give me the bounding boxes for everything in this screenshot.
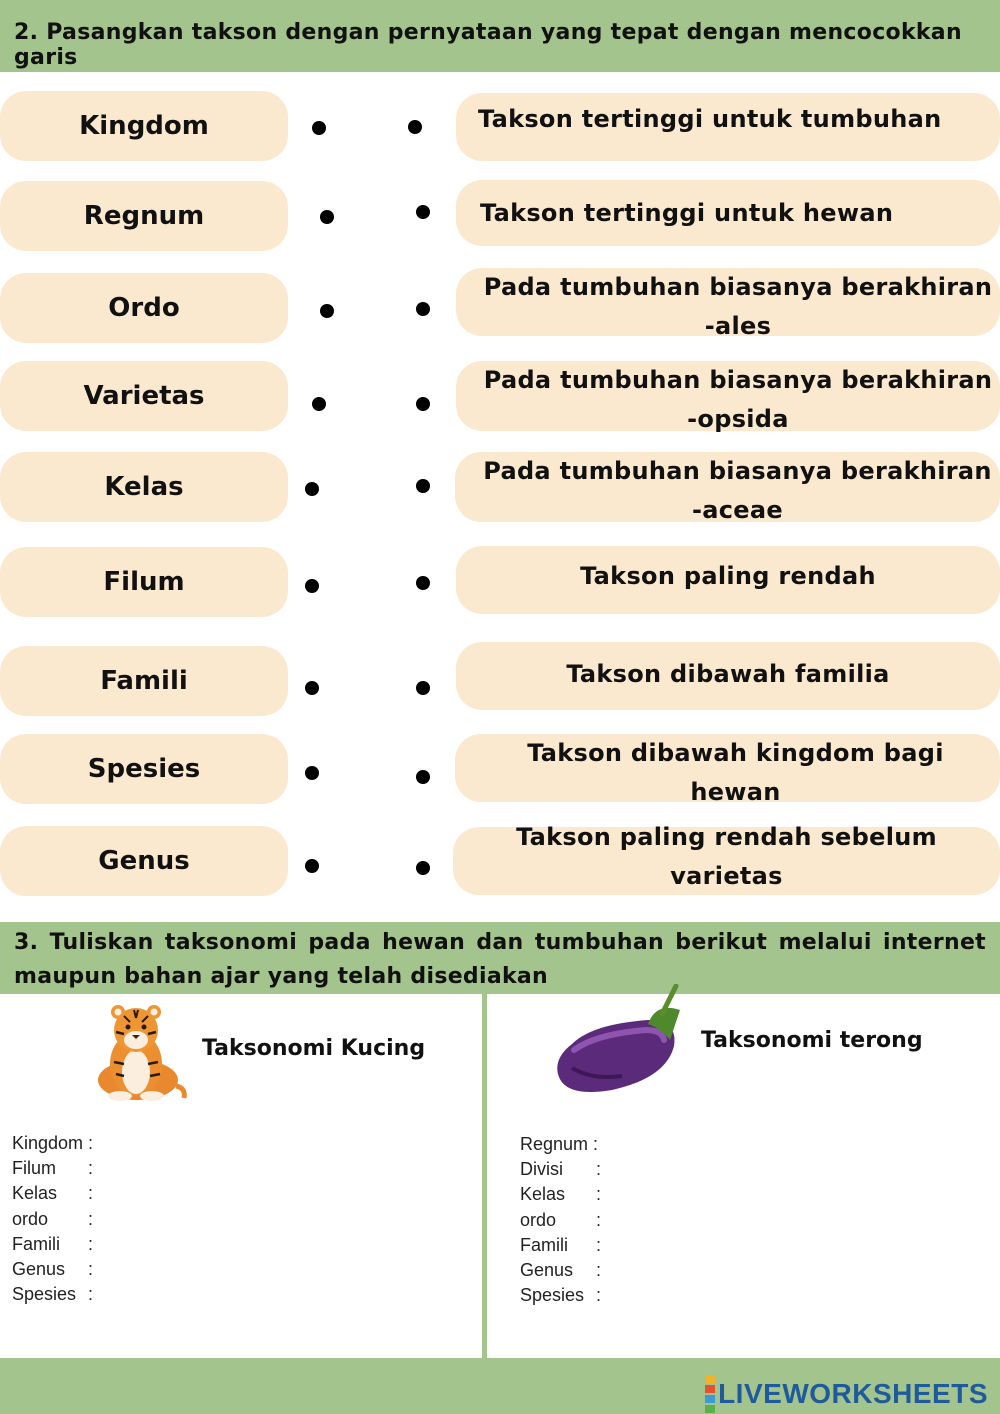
right-item-statement: Takson dibawah kingdom bagi hewan <box>455 734 1000 802</box>
right-item-statement: Pada tumbuhan biasanya berakhiran -aceae <box>455 452 1000 522</box>
list-item: Spesies : <box>520 1285 602 1306</box>
left-item-filum: Filum <box>0 547 288 617</box>
right-item-statement: Takson paling rendah sebelum varietas <box>453 827 1000 895</box>
right-item-statement: Pada tumbuhan biasanya berakhiran -opsida <box>456 361 1000 431</box>
tiger-icon <box>86 1002 188 1104</box>
column-divider <box>482 994 487 1360</box>
logo-blocks-icon <box>705 1374 715 1414</box>
left-match-dot[interactable] <box>312 397 326 411</box>
question-3-title: 3. Tuliskan taksonomi pada hewan dan tumbuhan berikut melalui internet maupun bahan ajar yang telah disediakan <box>14 930 986 989</box>
question-2-header <box>0 0 1000 72</box>
right-match-dot[interactable] <box>416 205 430 219</box>
left-item-genus: Genus <box>0 826 288 896</box>
right-item-statement: Takson paling rendah <box>456 546 1000 614</box>
left-item-kelas: Kelas <box>0 452 288 522</box>
right-item-statement: Takson tertinggi untuk hewan <box>456 180 1000 246</box>
left-match-dot[interactable] <box>320 210 334 224</box>
list-item: Spesies : <box>12 1284 94 1305</box>
left-match-dot[interactable] <box>305 766 319 780</box>
list-item: ordo : <box>520 1209 602 1230</box>
list-item: Divisi : <box>520 1159 602 1180</box>
plant-taxonomy-title: Taksonomi terong <box>701 1028 923 1053</box>
list-item: Genus : <box>12 1259 94 1280</box>
left-item-varietas: Varietas <box>0 361 288 431</box>
left-match-dot[interactable] <box>320 304 334 318</box>
left-item-kingdom: Kingdom <box>0 91 288 161</box>
left-item-famili: Famili <box>0 646 288 716</box>
right-match-dot[interactable] <box>416 397 430 411</box>
left-match-dot[interactable] <box>305 859 319 873</box>
animal-taxonomy-list <box>12 1131 93 1307</box>
right-match-dot[interactable] <box>416 302 430 316</box>
list-item: Famili : <box>12 1233 94 1254</box>
right-item-statement: Takson dibawah familia <box>456 642 1000 710</box>
right-match-dot[interactable] <box>416 479 430 493</box>
liveworksheets-logo[interactable] <box>705 1374 988 1414</box>
list-item: Kelas : <box>12 1183 94 1204</box>
left-item-spesies: Spesies <box>0 734 288 804</box>
question-2-title: 2. Pasangkan takson dengan pernyataan yang tepat dengan mencocokkan garis <box>14 20 962 70</box>
list-item: Filum : <box>12 1158 94 1179</box>
right-match-dot[interactable] <box>408 120 422 134</box>
right-match-dot[interactable] <box>416 576 430 590</box>
left-match-dot[interactable] <box>305 681 319 695</box>
plant-taxonomy-list <box>520 1132 601 1308</box>
right-match-dot[interactable] <box>416 861 430 875</box>
list-item: ordo : <box>12 1208 94 1229</box>
question-3-header <box>0 922 1000 994</box>
right-match-dot[interactable] <box>416 770 430 784</box>
list-item: Kingdom : <box>12 1133 94 1153</box>
list-item: Regnum : <box>520 1134 599 1154</box>
list-item: Famili : <box>520 1234 602 1255</box>
right-item-statement: Takson tertinggi untuk tumbuhan <box>456 93 1000 161</box>
eggplant-icon <box>552 984 688 1100</box>
left-match-dot[interactable] <box>305 482 319 496</box>
list-item: Genus : <box>520 1260 602 1281</box>
list-item: Kelas : <box>520 1184 602 1205</box>
animal-taxonomy-title: Taksonomi Kucing <box>202 1036 426 1061</box>
left-match-dot[interactable] <box>312 121 326 135</box>
left-match-dot[interactable] <box>305 579 319 593</box>
right-match-dot[interactable] <box>416 681 430 695</box>
left-item-regnum: Regnum <box>0 181 288 251</box>
right-item-statement: Pada tumbuhan biasanya berakhiran -ales <box>456 268 1000 336</box>
logo-text: LIVEWORKSHEETS <box>718 1378 988 1409</box>
left-item-ordo: Ordo <box>0 273 288 343</box>
